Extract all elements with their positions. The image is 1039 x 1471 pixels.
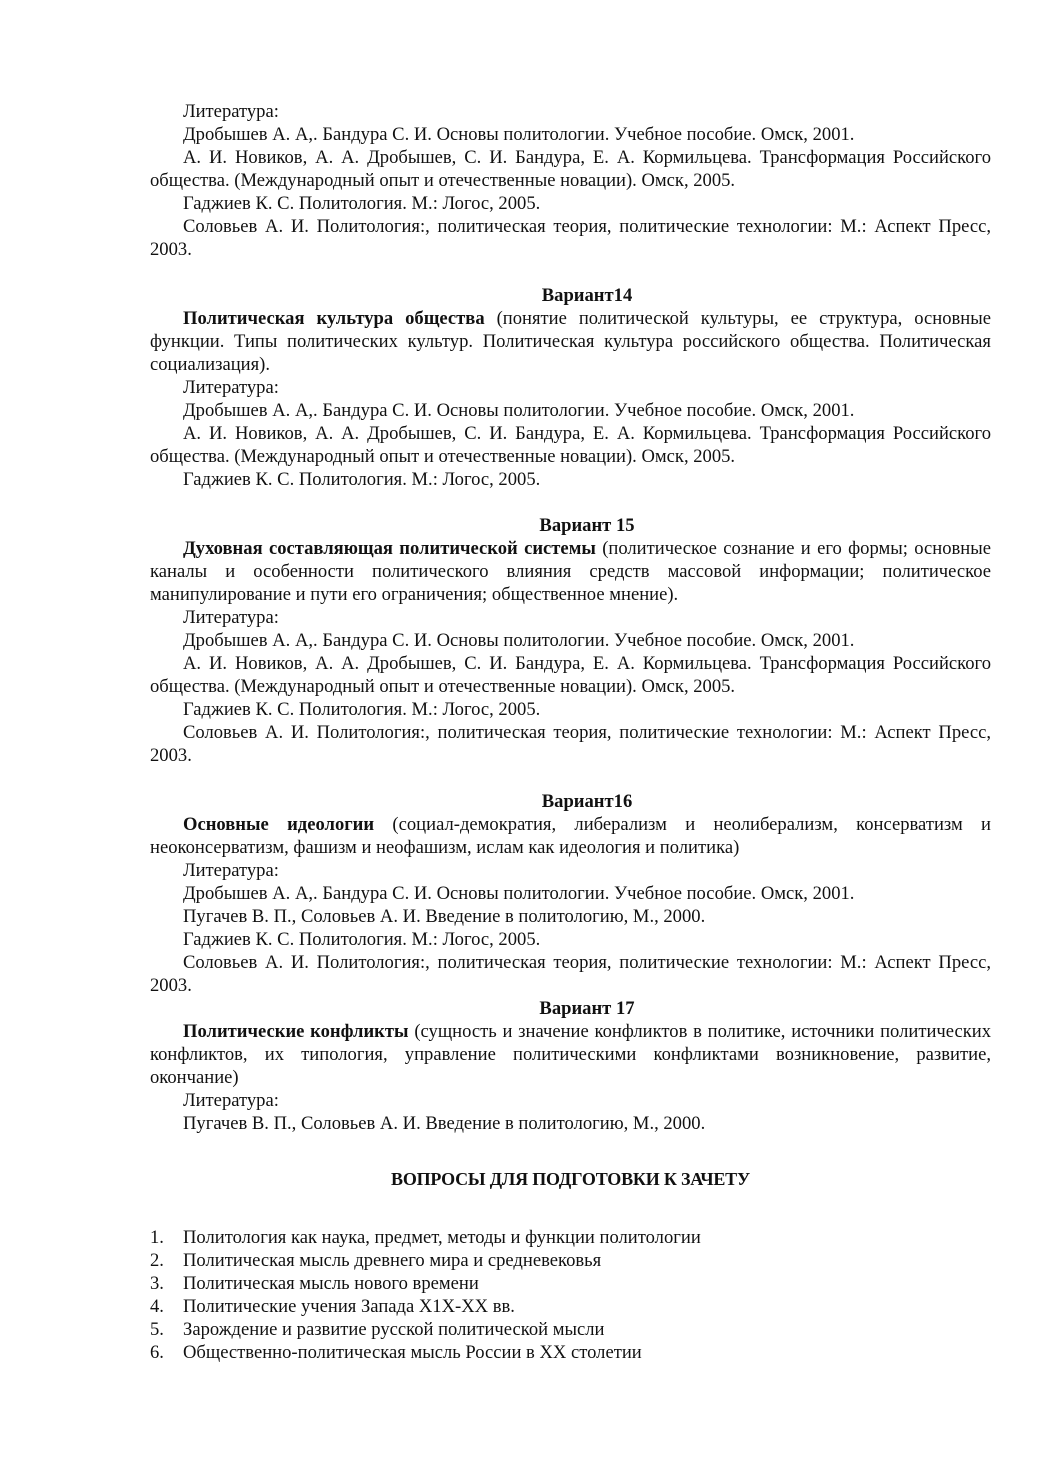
reference: Соловьев А. И. Политология:, политическая теория, политические технологии: М.: Аспект Пресс, 2003.	[150, 216, 991, 260]
reference: Пугачев В. П., Соловьев А. И. Введение в политологию, М., 2000.	[183, 906, 706, 927]
list-item	[150, 1226, 991, 1249]
variant-heading: Вариант 17	[539, 998, 635, 1019]
topic-title: Основные идеологии	[183, 814, 375, 835]
variant-topic	[150, 307, 991, 376]
item-text: Зарождение и развитие русской политической мысли	[183, 1319, 605, 1340]
questions-list	[150, 1226, 991, 1364]
item-number: 2.	[150, 1250, 164, 1271]
literature-label: Литература:	[183, 377, 279, 398]
item-text: Общественно-политическая мысль России в ХХ столетии	[183, 1342, 642, 1363]
reference: Гаджиев К. С. Политология. М.: Логос, 2005.	[183, 469, 541, 490]
list-item	[150, 1318, 991, 1341]
topic-title: Политические конфликты	[183, 1021, 409, 1042]
reference: А. И. Новиков, А. А. Дробышев, С. И. Бандура, Е. А. Кормильцева. Трансформация Российского общества. (Международный опыт и отечественные новации). Омск, 2005.	[150, 423, 991, 467]
topic-description: (социал-демократия, либерализм и неолиберализм, консерватизм и неоконсерватизм, фашизм и неофашизм, ислам как идеология и политика)	[150, 814, 991, 858]
questions-title: ВОПРОСЫ ДЛЯ ПОДГОТОВКИ К ЗАЧЕТУ	[391, 1169, 750, 1189]
item-number: 1.	[150, 1227, 164, 1248]
variant-heading: Вариант 15	[539, 515, 635, 536]
item-text: Политическая мысль древнего мира и средневековья	[183, 1250, 602, 1271]
reference: Пугачев В. П., Соловьев А. И. Введение в политологию, М., 2000.	[183, 1113, 706, 1134]
literature-label: Литература:	[183, 101, 279, 122]
reference: Соловьев А. И. Политология:, политическая теория, политические технологии: М.: Аспект Пресс, 2003.	[150, 722, 991, 766]
reference: Дробышев А. А,. Бандура С. И. Основы политологии. Учебное пособие. Омск, 2001.	[183, 883, 855, 904]
item-text: Политическая мысль нового времени	[183, 1273, 479, 1294]
item-number: 5.	[150, 1319, 164, 1340]
list-item	[150, 1341, 991, 1364]
variant-heading: Вариант14	[541, 285, 633, 306]
topic-description: (понятие политической культуры, ее структура, основные функции. Типы политических культур. Политическая культура российского общества. Политическая социализация).	[150, 308, 991, 375]
reference: Дробышев А. А,. Бандура С. И. Основы политологии. Учебное пособие. Омск, 2001.	[183, 124, 855, 145]
topic-description: (сущность и значение конфликтов в политике, источники политических конфликтов, их типология, управление политическими конфликтами возникновение, развитие, окончание)	[150, 1021, 991, 1088]
variant-heading: Вариант16	[541, 791, 633, 812]
topic-description: (политическое сознание и его формы; основные каналы и особенности политического влияния средств массовой информации; политическое манипулирование и пути его ограничения; общественное мнение).	[150, 538, 991, 605]
variant-topic	[150, 1020, 991, 1089]
literature-label: Литература:	[183, 607, 279, 628]
list-item	[150, 1249, 991, 1272]
item-number: 4.	[150, 1296, 164, 1317]
topic-title: Политическая культура общества	[183, 308, 485, 329]
variant-topic	[150, 813, 991, 859]
reference: Дробышев А. А,. Бандура С. И. Основы политологии. Учебное пособие. Омск, 2001.	[183, 400, 855, 421]
list-item	[150, 1295, 991, 1318]
reference: Гаджиев К. С. Политология. М.: Логос, 2005.	[183, 699, 541, 720]
item-number: 3.	[150, 1273, 164, 1294]
reference: Гаджиев К. С. Политология. М.: Логос, 2005.	[183, 929, 541, 950]
literature-label: Литература:	[183, 1090, 279, 1111]
literature-label: Литература:	[183, 860, 279, 881]
variant-topic	[150, 537, 991, 606]
topic-title: Духовная составляющая политической системы	[183, 538, 596, 559]
reference: А. И. Новиков, А. А. Дробышев, С. И. Бандура, Е. А. Кормильцева. Трансформация Российского общества. (Международный опыт и отечественные новации). Омск, 2005.	[150, 147, 991, 191]
reference: Дробышев А. А,. Бандура С. И. Основы политологии. Учебное пособие. Омск, 2001.	[183, 630, 855, 651]
item-text: Политические учения Запада Х1Х-ХХ вв.	[183, 1296, 515, 1317]
reference: Соловьев А. И. Политология:, политическая теория, политические технологии: М.: Аспект Пресс, 2003.	[150, 952, 991, 996]
item-text: Политология как наука, предмет, методы и функции политологии	[183, 1227, 701, 1248]
reference: Гаджиев К. С. Политология. М.: Логос, 2005.	[183, 193, 541, 214]
item-number: 6.	[150, 1342, 164, 1363]
list-item	[150, 1272, 991, 1295]
reference: А. И. Новиков, А. А. Дробышев, С. И. Бандура, Е. А. Кормильцева. Трансформация Российского общества. (Международный опыт и отечественные новации). Омск, 2005.	[150, 653, 991, 697]
